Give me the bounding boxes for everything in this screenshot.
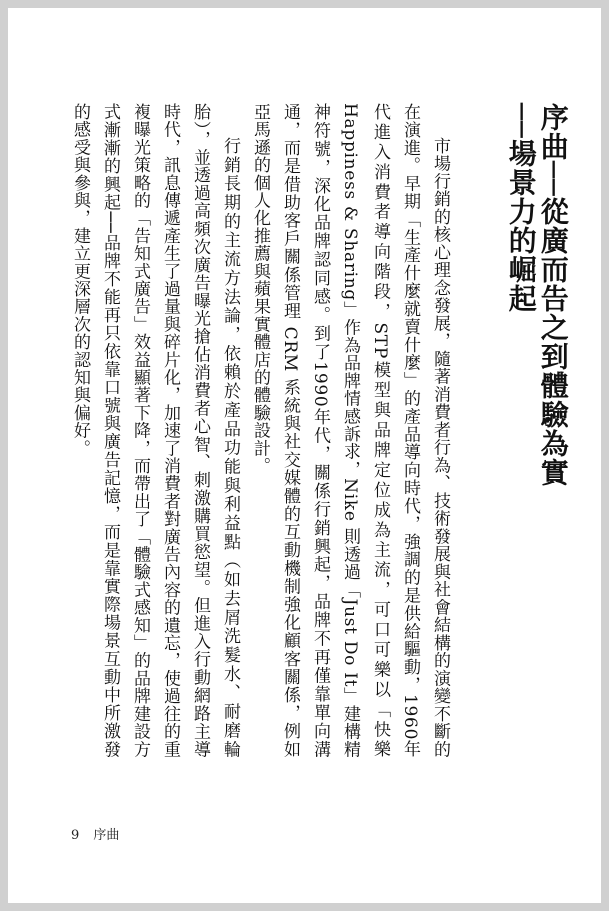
page-number: 9 <box>71 828 80 843</box>
chapter-title-line-1: 序曲──從廣而告之到體驗為實 <box>536 103 570 487</box>
running-section-title: 序曲 <box>93 828 120 843</box>
body-text <box>70 103 455 758</box>
page-footer <box>71 824 119 843</box>
chapter-title <box>505 103 569 663</box>
paragraph-2: 行銷長期的主流方法論，依賴於產品功能與利益點（如去屑洗髮水、耐磨輪胎），並透過高頻次廣告曝光搶佔消費者心智、刺激購買慾望。但進入行動網路主導時代，訊息傳遞產生了過量與碎片化，加速了消費者對廣告內容的遺忘，使過往的重複曝光策略的「告知式廣告」效益顯著下降，而帶出了「體驗式感知」的品牌建設方式漸漸的興起──品牌不能再只依靠口號與廣告記憶，而是靠實際場景互動中所激發的感受與參與，建立更深層次的認知與偏好。 <box>70 103 240 758</box>
paragraph-1: 市場行銷的核心理念發展，隨著消費者行為、技術發展與社會結構的演變不斷的在演進。早期「生產什麼就賣什麼」的產品導向時代，強調的是供給驅動，1960年代進入消費者導向階段，STP模型與品牌定位成為主流，可口可樂以「快樂 Happiness & Sharing」作為品牌情感訴求，Nike 則透過「Just Do It」建構精神符號，深化品牌認同感。到了1990年代，關係行銷興起，品牌不再僅靠單向溝通，而是借助客戶關係管理 CRM 系統與社交媒體的互動機制強化顧客關係，例如亞馬遜的個人化推薦與蘋果實體店的體驗設計。 <box>250 103 450 758</box>
chapter-title-line-2: ──場景力的崛起 <box>504 103 538 313</box>
book-page <box>8 8 601 903</box>
